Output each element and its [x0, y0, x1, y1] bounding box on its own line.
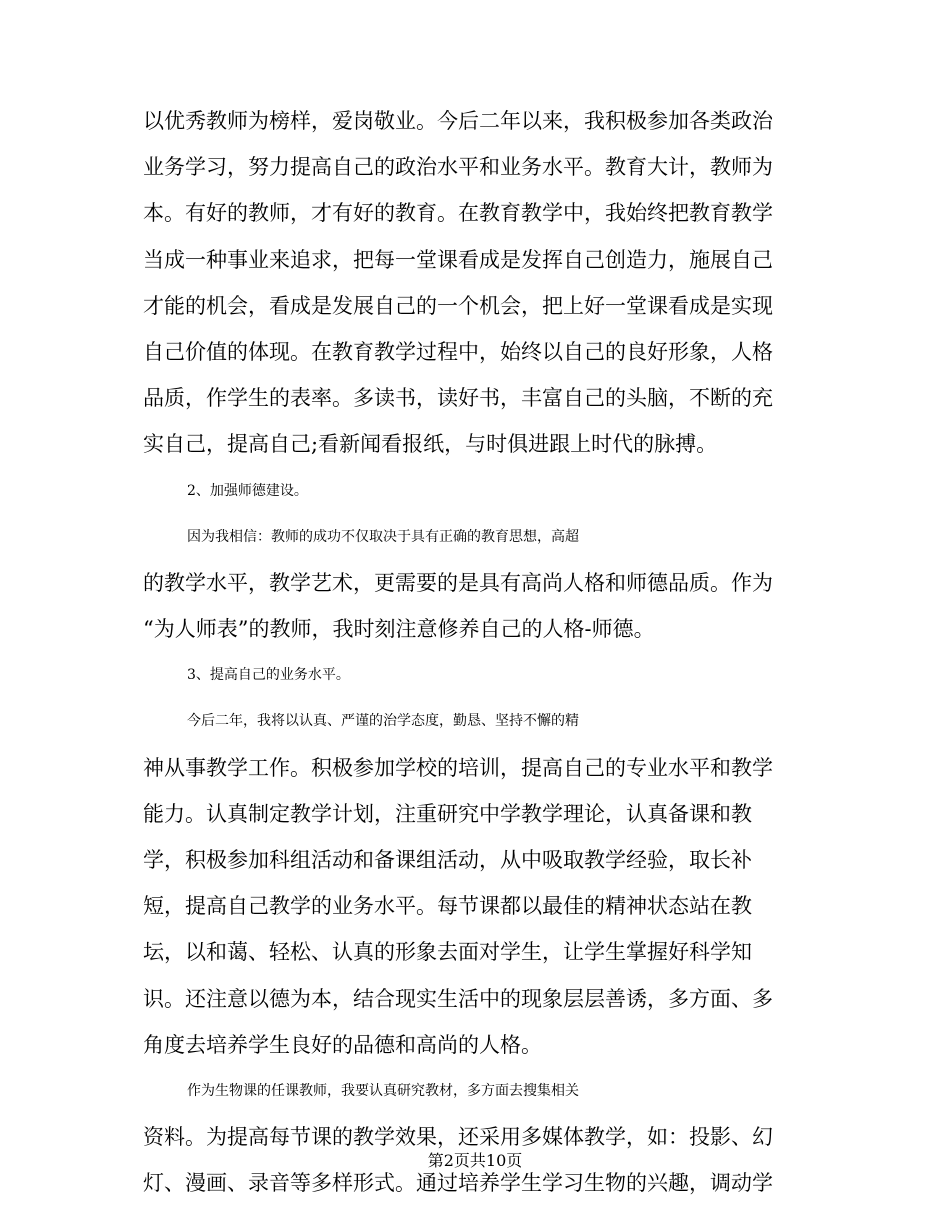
text-line: 学，积极参加科组活动和备课组活动，从中吸取教学经验，取长补: [143, 848, 752, 872]
text-line: 能力。认真制定教学计划，注重研究中学教学理论，认真备课和教: [143, 801, 752, 826]
page-footer: 第2页共10页: [427, 1151, 523, 1170]
text-line: 才能的机会，看成是发展自己的一个机会，把上好一堂课看成是实现: [143, 293, 773, 318]
text-line: 识。还注意以德为本，结合现实生活中的现象层层善诱，多方面、多: [143, 986, 773, 1011]
text-line: “为人师表”的教师，我时刻注意修养自己的人格-师德。: [143, 617, 655, 642]
text-line: 神从事教学工作。积极参加学校的培训，提高自己的专业水平和教学: [143, 755, 773, 780]
text-line: 作为生物课的任课教师，我要认真研究教材，多方面去搜集相关: [187, 1082, 579, 1099]
text-line: 实自己，提高自己;看新闻看报纸，与时俱进跟上时代的脉搏。: [143, 432, 718, 457]
text-line: 坛，以和蔼、轻松、认真的形象去面对学生，让学生掌握好科学知: [143, 940, 752, 965]
text-line: 因为我相信：教师的成功不仅取决于具有正确的教育思想，高超: [187, 528, 579, 545]
text-line: 的教学水平，教学艺术，更需要的是具有高尚人格和师德品质。作为: [143, 570, 773, 595]
text-line: 业务学习，努力提高自己的政治水平和业务水平。教育大计，教师为: [143, 155, 773, 180]
text-line: 角度去培养学生良好的品德和高尚的人格。: [143, 1032, 542, 1057]
text-line: 本。有好的教师，才有好的教育。在教育教学中，我始终把教育教学: [143, 201, 773, 226]
text-line: 资料。为提高每节课的教学效果，还采用多媒体教学，如：投影、幻: [143, 1125, 773, 1150]
text-line: 品质，作学生的表率。多读书，读好书，丰富自己的头脑，不断的充: [143, 386, 773, 411]
text-line: 灯、漫画、录音等多样形式。通过培养学生学习生物的兴趣，调动学: [143, 1171, 773, 1196]
text-line: 2、加强师德建设。: [187, 482, 308, 499]
text-line: 当成一种事业来追求，把每一堂课看成是发挥自己创造力，施展自己: [143, 247, 773, 272]
text-line: 今后二年，我将以认真、严谨的治学态度，勤恳、坚持不懈的精: [187, 713, 579, 730]
text-line: 3、提高自己的业务水平。: [187, 667, 350, 684]
document-body: [143, 98, 803, 1207]
text-line: 短，提高自己教学的业务水平。每节课都以最佳的精神状态站在教: [143, 894, 752, 919]
text-line: 自己价值的体现。在教育教学过程中，始终以自己的良好形象，人格: [143, 339, 773, 364]
text-line: 以优秀教师为榜样，爱岗敬业。今后二年以来，我积极参加各类政治: [143, 109, 773, 133]
